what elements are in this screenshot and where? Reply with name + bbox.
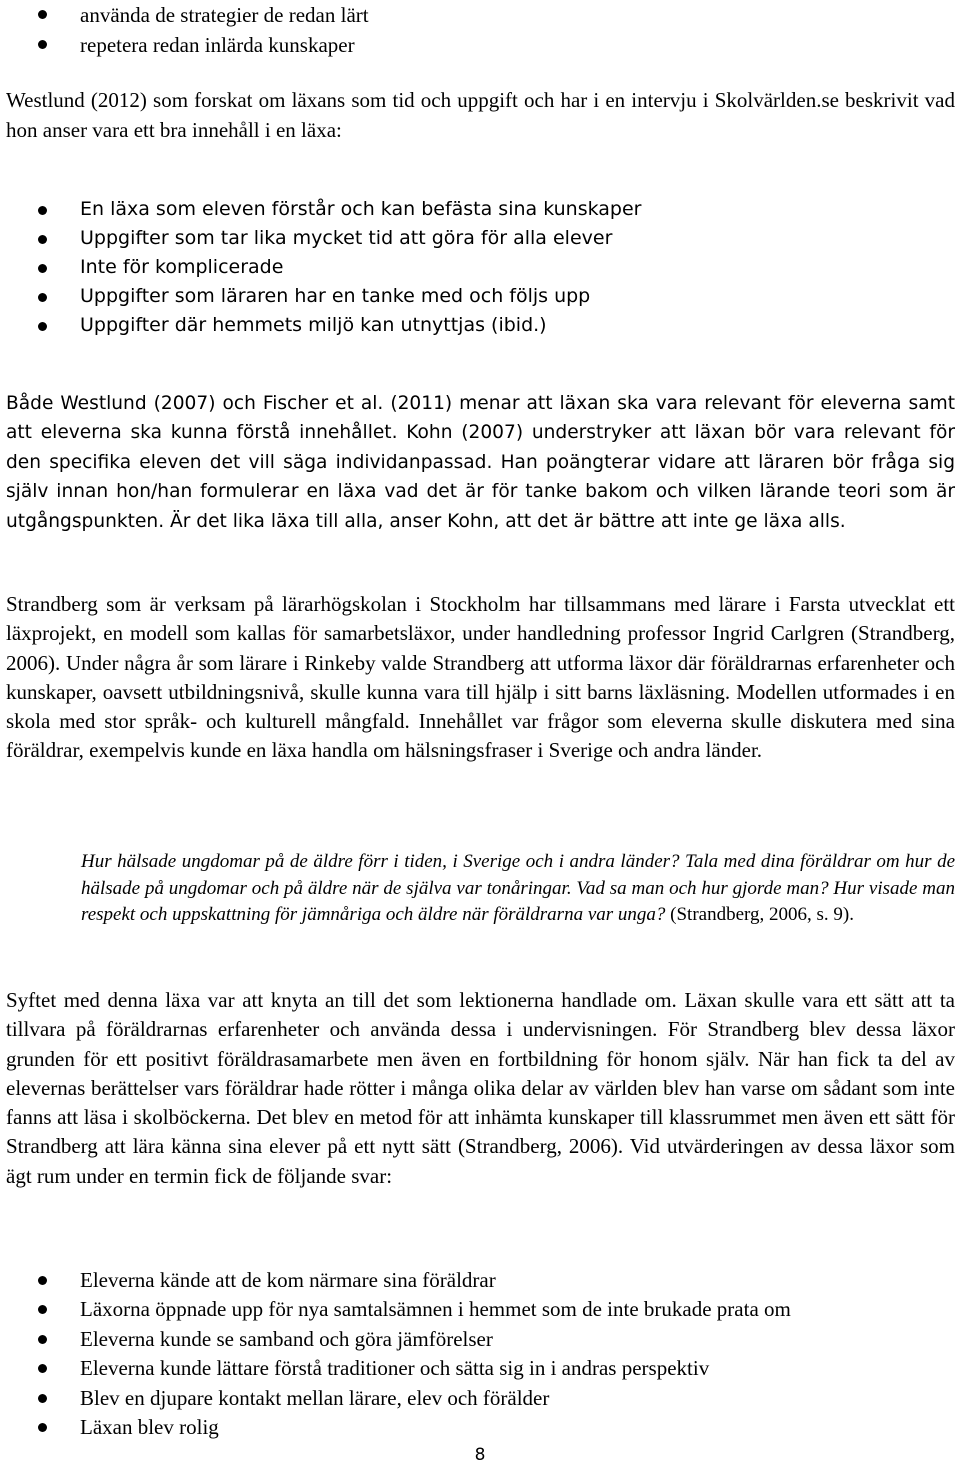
quote-text: Hur hälsade ungdomar på de äldre förr i tiden, i Sverige och i andra länder? Tala med dina föräldrar om hur de hälsade på ungdomar och på äldre när de själva var tonåringar. Vad sa man och hur gjorde man? Hur visade man respekt och uppskattning för jämnåriga och äldre när föräldrarna var unga? [81,851,955,926]
list-item [0,1266,960,1295]
strandberg-paragraph: Strandberg som är verksam på lärarhögskolan i Stockholm har tillsammans med lärare i Farsta utvecklat ett läxprojekt, en modell som kallas för samarbetsläxor, under handledning professor Ingrid Carlgren (Strandberg, 2006). Under några år som lärare i Rinkeby valde Strandberg att utforma läxor där föräldrarnas erfarenheter och kunskaper, oavsett utbildningsnivå, skulle kunna vara till hjälp i sitt barns läxläsning. Modellen utformades i en skola med stor språk- och kulturell mångfald. Innehållet var frågor som eleverna skulle diskutera med sina föräldrar, exempelvis kunde en läxa handla om hälsningsfraser i Sverige och andra länder. [6,592,955,763]
bullet-text: Uppgifter som läraren har en tanke med och följs upp [80,285,591,307]
list-item [0,224,960,253]
list-item [0,282,960,311]
list-item [0,0,960,30]
list-item [0,30,960,60]
bullet-text: En läxa som eleven förstår och kan befästa sina kunskaper [80,198,642,220]
page-number: 8 [474,1445,486,1465]
bullet-text: Läxan blev rolig [80,1415,219,1440]
bullet-icon [38,1276,47,1285]
list-item [0,1325,960,1354]
quote-citation: (Strandberg, 2006, s. 9). [665,904,854,926]
bullet-text: Läxorna öppnade upp för nya samtalsämnen i hemmet som de inte brukade prata om [80,1297,791,1322]
bullet-icon [38,1394,47,1403]
bullet-icon [38,1305,47,1314]
list-item [0,195,960,224]
bullet-text: Eleverna kände att de kom närmare sina föräldrar [80,1268,496,1292]
bullet-icon [38,235,47,244]
bullet-icon [38,206,47,215]
bullet-text: Eleverna kunde lättare förstå traditioner och sätta sig in i andras perspektiv [80,1356,710,1381]
bullet-icon [38,293,47,302]
top-bullet-list [0,0,960,60]
bullet-icon [38,1335,47,1344]
list-item [0,311,960,340]
list-item [0,1354,960,1383]
block-quote [81,849,955,929]
bullet-text: Eleverna kunde se samband och göra jämförelser [80,1326,493,1351]
bullet-icon [38,264,47,273]
bullet-icon [38,1423,47,1432]
evaluation-bullet-list [0,1266,960,1442]
bullet-text: repetera redan inlärda kunskaper [80,33,355,57]
bullet-icon [38,322,47,331]
list-item [0,253,960,282]
bullet-text: Uppgifter som tar lika mycket tid att göra för alla elever [80,227,613,249]
bullet-text: Inte för komplicerade [80,256,284,278]
criteria-bullet-list [0,195,960,340]
westlund-paragraph: Westlund (2012) som forskat om läxans som tid och uppgift och har i en intervju i Skolvärlden.se beskrivit vad hon anser vara ett bra innehåll i en läxa: [6,88,955,142]
list-item [0,1413,960,1442]
bullet-text: Uppgifter där hemmets miljö kan utnyttjas (ibid.) [80,314,547,336]
list-item [0,1384,960,1413]
bullet-icon [38,10,47,19]
bullet-text: använda de strategier de redan lärt [80,3,369,27]
bullet-icon [38,1364,47,1373]
bade-paragraph: Både Westlund (2007) och Fischer et al. (2011) menar att läxan ska vara relevant för eleverna samt att eleverna ska kunna förstå innehållet. Kohn (2007) understryker att läxan bör vara relevant för den specifika eleven det vill säga individanpassad. Han poängterar vidare att läraren bör fråga sig själv innan hon/han formulerar en läxa vad det är för tanke bakom och vilken lärande teori som är utgångspunkten. Är det lika läxa till alla, anser Kohn, att det är bättre att inte ge läxa alls. [6,393,955,532]
syftet-paragraph: Syftet med denna läxa var att knyta an till det som lektionerna handlade om. Läxan skulle vara ett sätt att ta tillvara på föräldrarnas erfarenheter och använda dessa i undervisningen. För Strandberg blev dessa läxor grunden för ett positivt föräldrasamarbete men även en fortbildning för honom själv. När han fick ta del av elevernas berättelser vars föräldrar hade rötter i många olika delar av världen blev han varse om sådant som inte fanns att läsa i skolböckerna. Det blev en metod för att inhämta kunskaper till klassrummet men även ett sätt för Strandberg att lära känna sina elever på ett nytt sätt (Strandberg, 2006). Vid utvärderingen av dessa läxor som ägt rum under en termin fick de följande svar: [6,988,955,1188]
list-item [0,1295,960,1324]
bullet-text: Blev en djupare kontakt mellan lärare, elev och förälder [80,1385,550,1410]
bullet-icon [38,40,47,49]
